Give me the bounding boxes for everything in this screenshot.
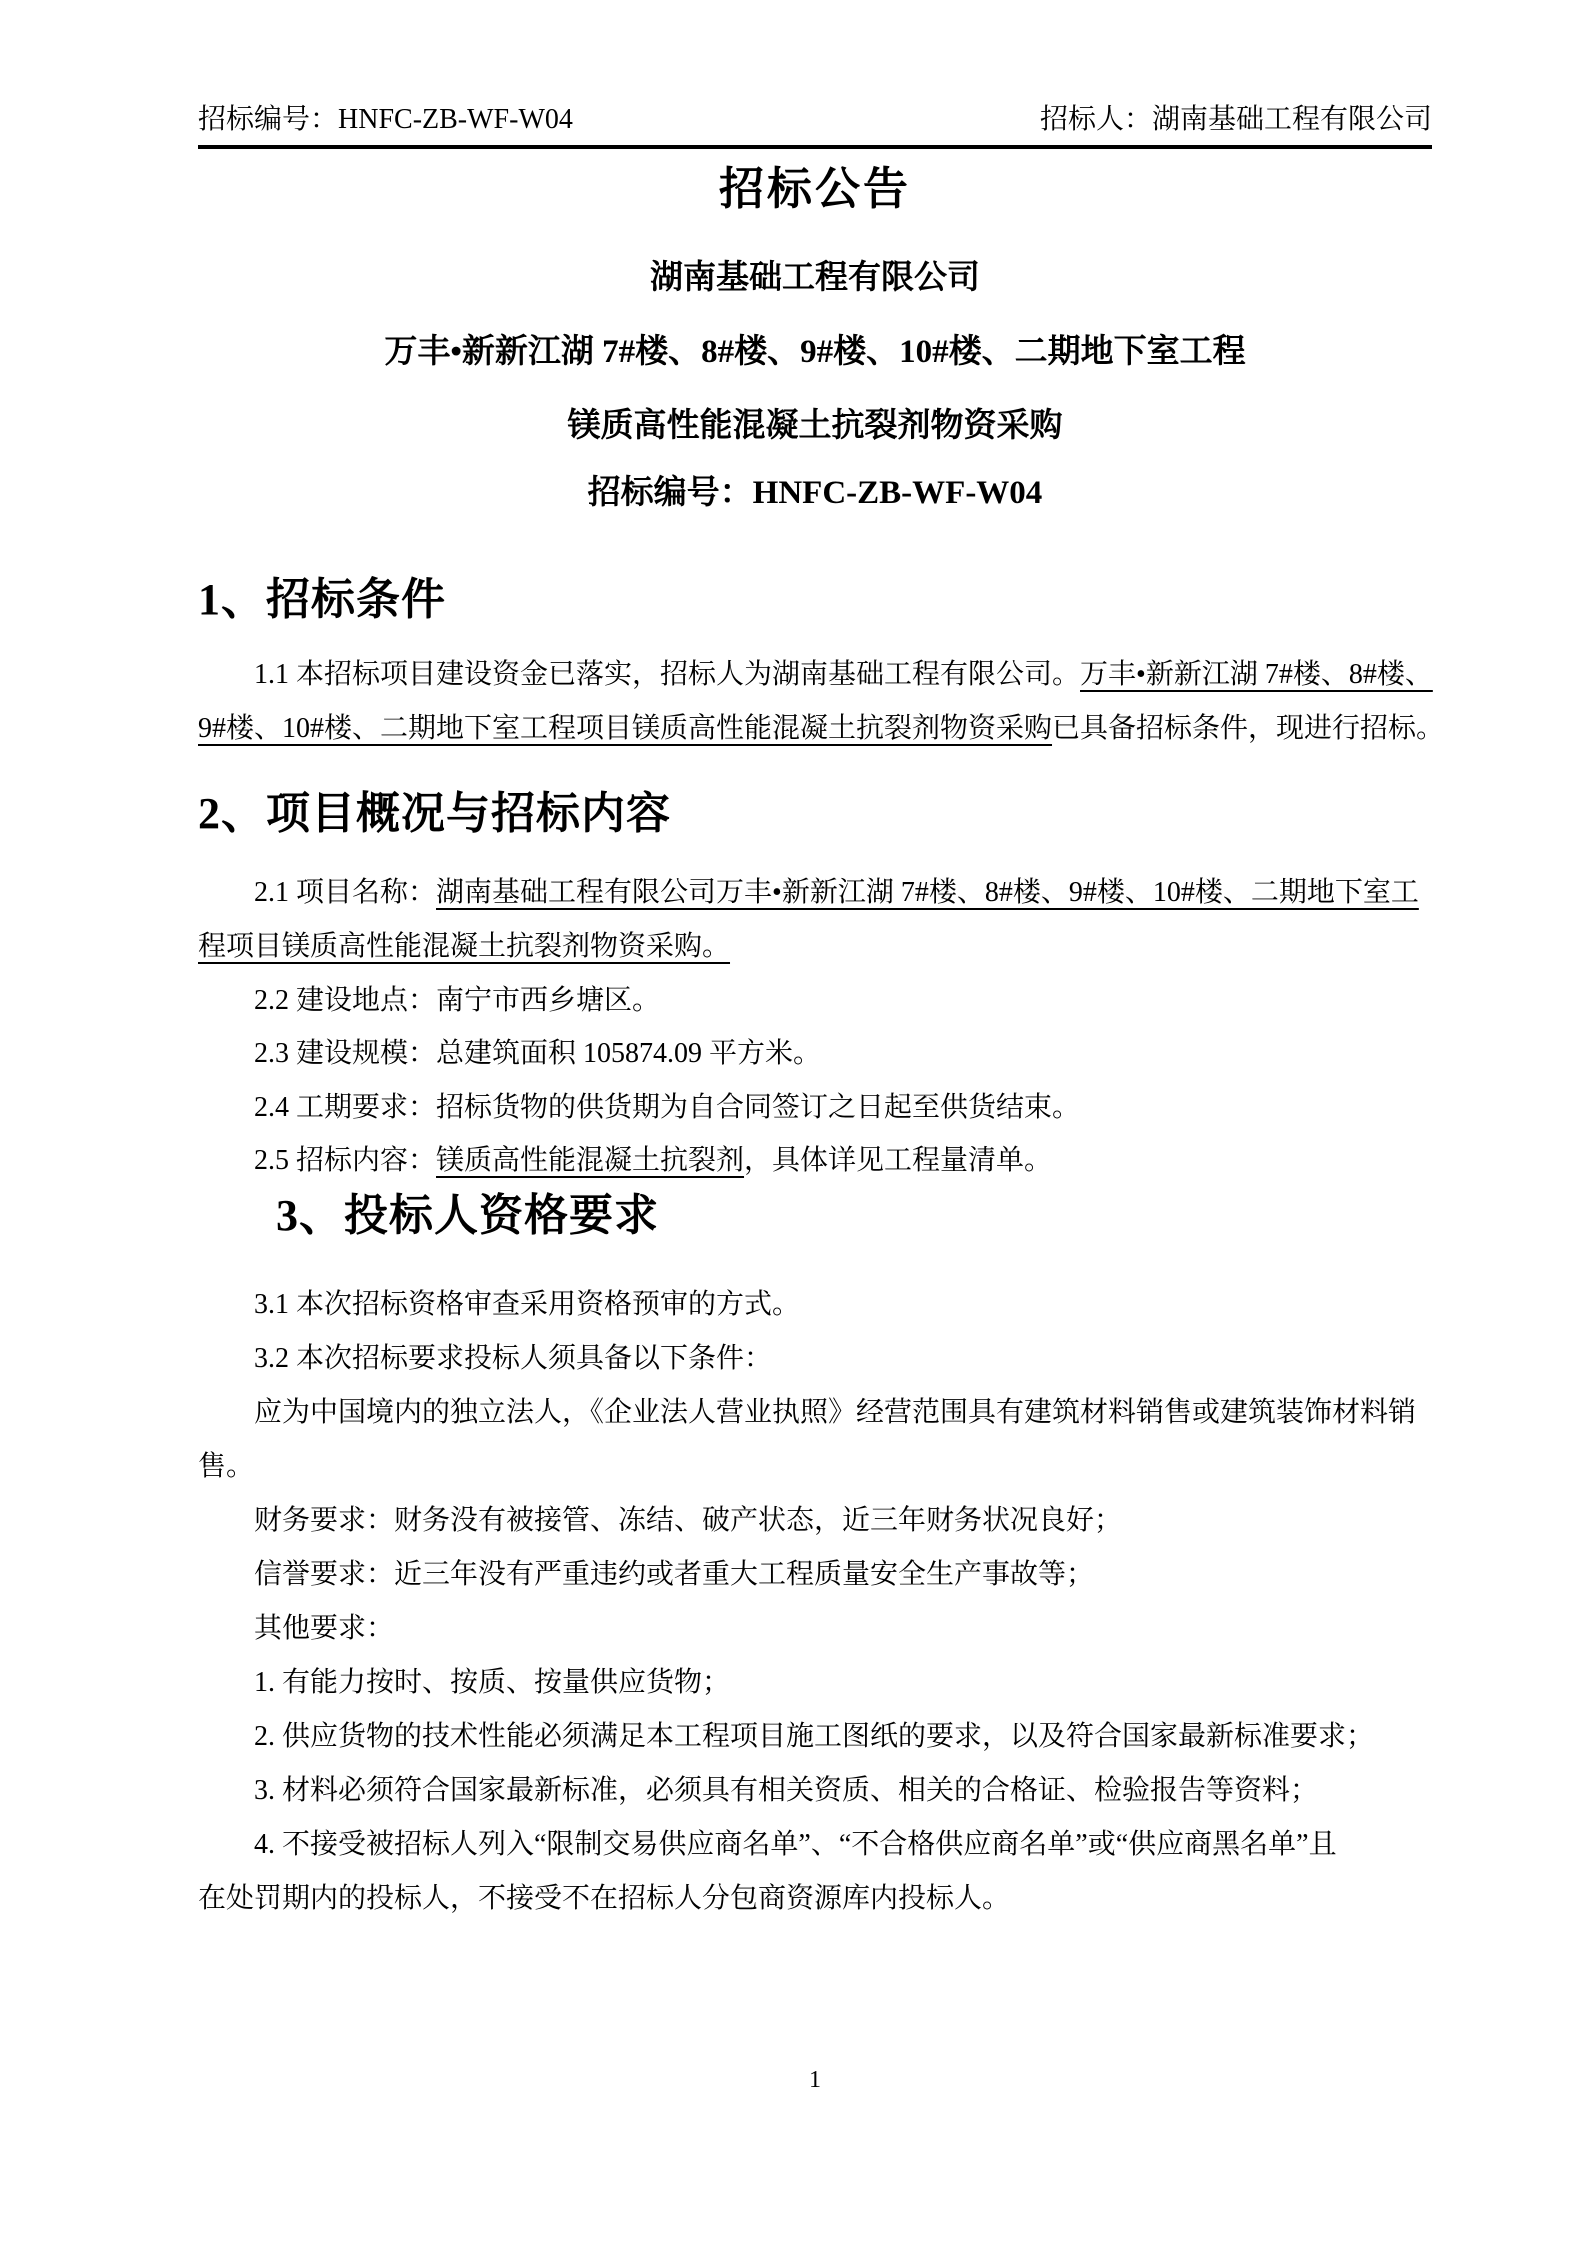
section-1-paragraph xyxy=(198,648,1445,756)
item-2-1-underlined-text-2: 程项目镁质高性能混凝土抗裂剂物资采购。 xyxy=(198,931,731,962)
paragraph-1-1-line-2 xyxy=(198,702,1445,756)
item-2-5-line xyxy=(198,1134,1432,1188)
paragraph-1-1-line-1 xyxy=(198,648,1432,702)
header-rule xyxy=(198,145,1432,149)
requirement-other-label: 其他要求： xyxy=(254,1613,395,1644)
item-2-3-text: 2.3 建设规模：总建筑面积 105874.09 平方米。 xyxy=(254,1038,822,1069)
subtitle-procurement: 镁质高性能混凝土抗裂剂物资采购 xyxy=(567,408,1063,444)
item-3-2: 3.2 本次招标要求投标人须具备以下条件： xyxy=(254,1343,773,1374)
item-2-3 xyxy=(198,1027,1432,1081)
item-2-1-line-1 xyxy=(198,866,1432,920)
section-3-body xyxy=(198,1278,1432,1926)
p11-l2-underlined-text: 9#楼、10#楼、二期地下室工程项目镁质高性能混凝土抗裂剂物资采购 xyxy=(198,713,1053,744)
requirement-legal-entity-line-2: 售。 xyxy=(198,1451,255,1482)
item-2-1-label: 2.1 项目名称： xyxy=(254,877,437,908)
item-2-5 xyxy=(198,1134,1432,1188)
document-title: 招标公告 xyxy=(718,163,911,214)
page-number: 1 xyxy=(809,2067,821,2093)
item-2-5-tail: ，具体详见工程量清单。 xyxy=(744,1145,1053,1176)
item-2-5-label: 2.5 招标内容： xyxy=(254,1145,437,1176)
item-2-5-underlined-text: 镁质高性能混凝土抗裂剂 xyxy=(436,1145,745,1176)
other-requirement-3: 3. 材料必须符合国家最新标准，必须具有相关资质、相关的合格证、检验报告等资料； xyxy=(254,1775,1319,1806)
item-2-4-text: 2.4 工期要求：招标货物的供货期为自合同签订之日起至供货结束。 xyxy=(254,1092,1081,1123)
other-requirement-4-line-2: 在处罚期内的投标人，不接受不在招标人分包商资源库内投标人。 xyxy=(198,1883,1011,1914)
subtitle-company: 湖南基础工程有限公司 xyxy=(650,260,980,296)
section-2-heading: 2、项目概况与招标内容 xyxy=(198,789,671,838)
item-2-2 xyxy=(198,974,1432,1028)
item-2-1 xyxy=(198,866,1432,974)
item-3-1: 3.1 本次招标资格审查采用资格预审的方式。 xyxy=(254,1289,801,1320)
requirement-reputation: 信誉要求：近三年没有严重违约或者重大工程质量安全生产事故等； xyxy=(254,1559,1095,1590)
p11-l1-text: 1.1 本招标项目建设资金已落实，招标人为湖南基础工程有限公司。 xyxy=(254,659,1081,690)
item-2-1-underlined-text: 湖南基础工程有限公司万丰•新新江湖 7#楼、8#楼、9#楼、10#楼、二期地下室工 xyxy=(436,877,1419,908)
other-requirement-4-line-1: 4. 不接受被招标人列入“限制交易供应商名单”、“不合格供应商名单”或“供应商黑名单”且 xyxy=(254,1829,1337,1860)
section-3-heading: 3、投标人资格要求 xyxy=(276,1191,659,1240)
section-1-heading: 1、招标条件 xyxy=(198,575,446,624)
header-tenderee: 招标人：湖南基础工程有限公司 xyxy=(1039,104,1432,135)
item-2-2-text: 2.2 建设地点：南宁市西乡塘区。 xyxy=(254,985,661,1016)
p11-l2-text: 已具备招标条件，现进行招标。 xyxy=(1052,713,1445,744)
subtitle-tender-number: 招标编号：HNFC-ZB-WF-W04 xyxy=(587,475,1043,511)
page-header xyxy=(198,103,1432,137)
header-tender-number: 招标编号：HNFC-ZB-WF-W04 xyxy=(198,104,573,135)
item-2-1-line-2 xyxy=(198,920,1432,974)
subtitle-project: 万丰•新新江湖 7#楼、8#楼、9#楼、10#楼、二期地下室工程 xyxy=(384,334,1246,370)
p11-l1-underlined-text: 万丰•新新江湖 7#楼、8#楼、 xyxy=(1080,659,1433,690)
other-requirement-1: 1. 有能力按时、按质、按量供应货物； xyxy=(254,1667,731,1698)
item-2-4 xyxy=(198,1081,1432,1135)
requirement-legal-entity-line-1: 应为中国境内的独立法人，《企业法人营业执照》经营范围具有建筑材料销售或建筑装饰材料销 xyxy=(254,1397,1417,1428)
requirement-financial: 财务要求：财务没有被接管、冻结、破产状态，近三年财务状况良好； xyxy=(254,1505,1123,1536)
other-requirement-2: 2. 供应货物的技术性能必须满足本工程项目施工图纸的要求，以及符合国家最新标准要求； xyxy=(254,1721,1375,1752)
